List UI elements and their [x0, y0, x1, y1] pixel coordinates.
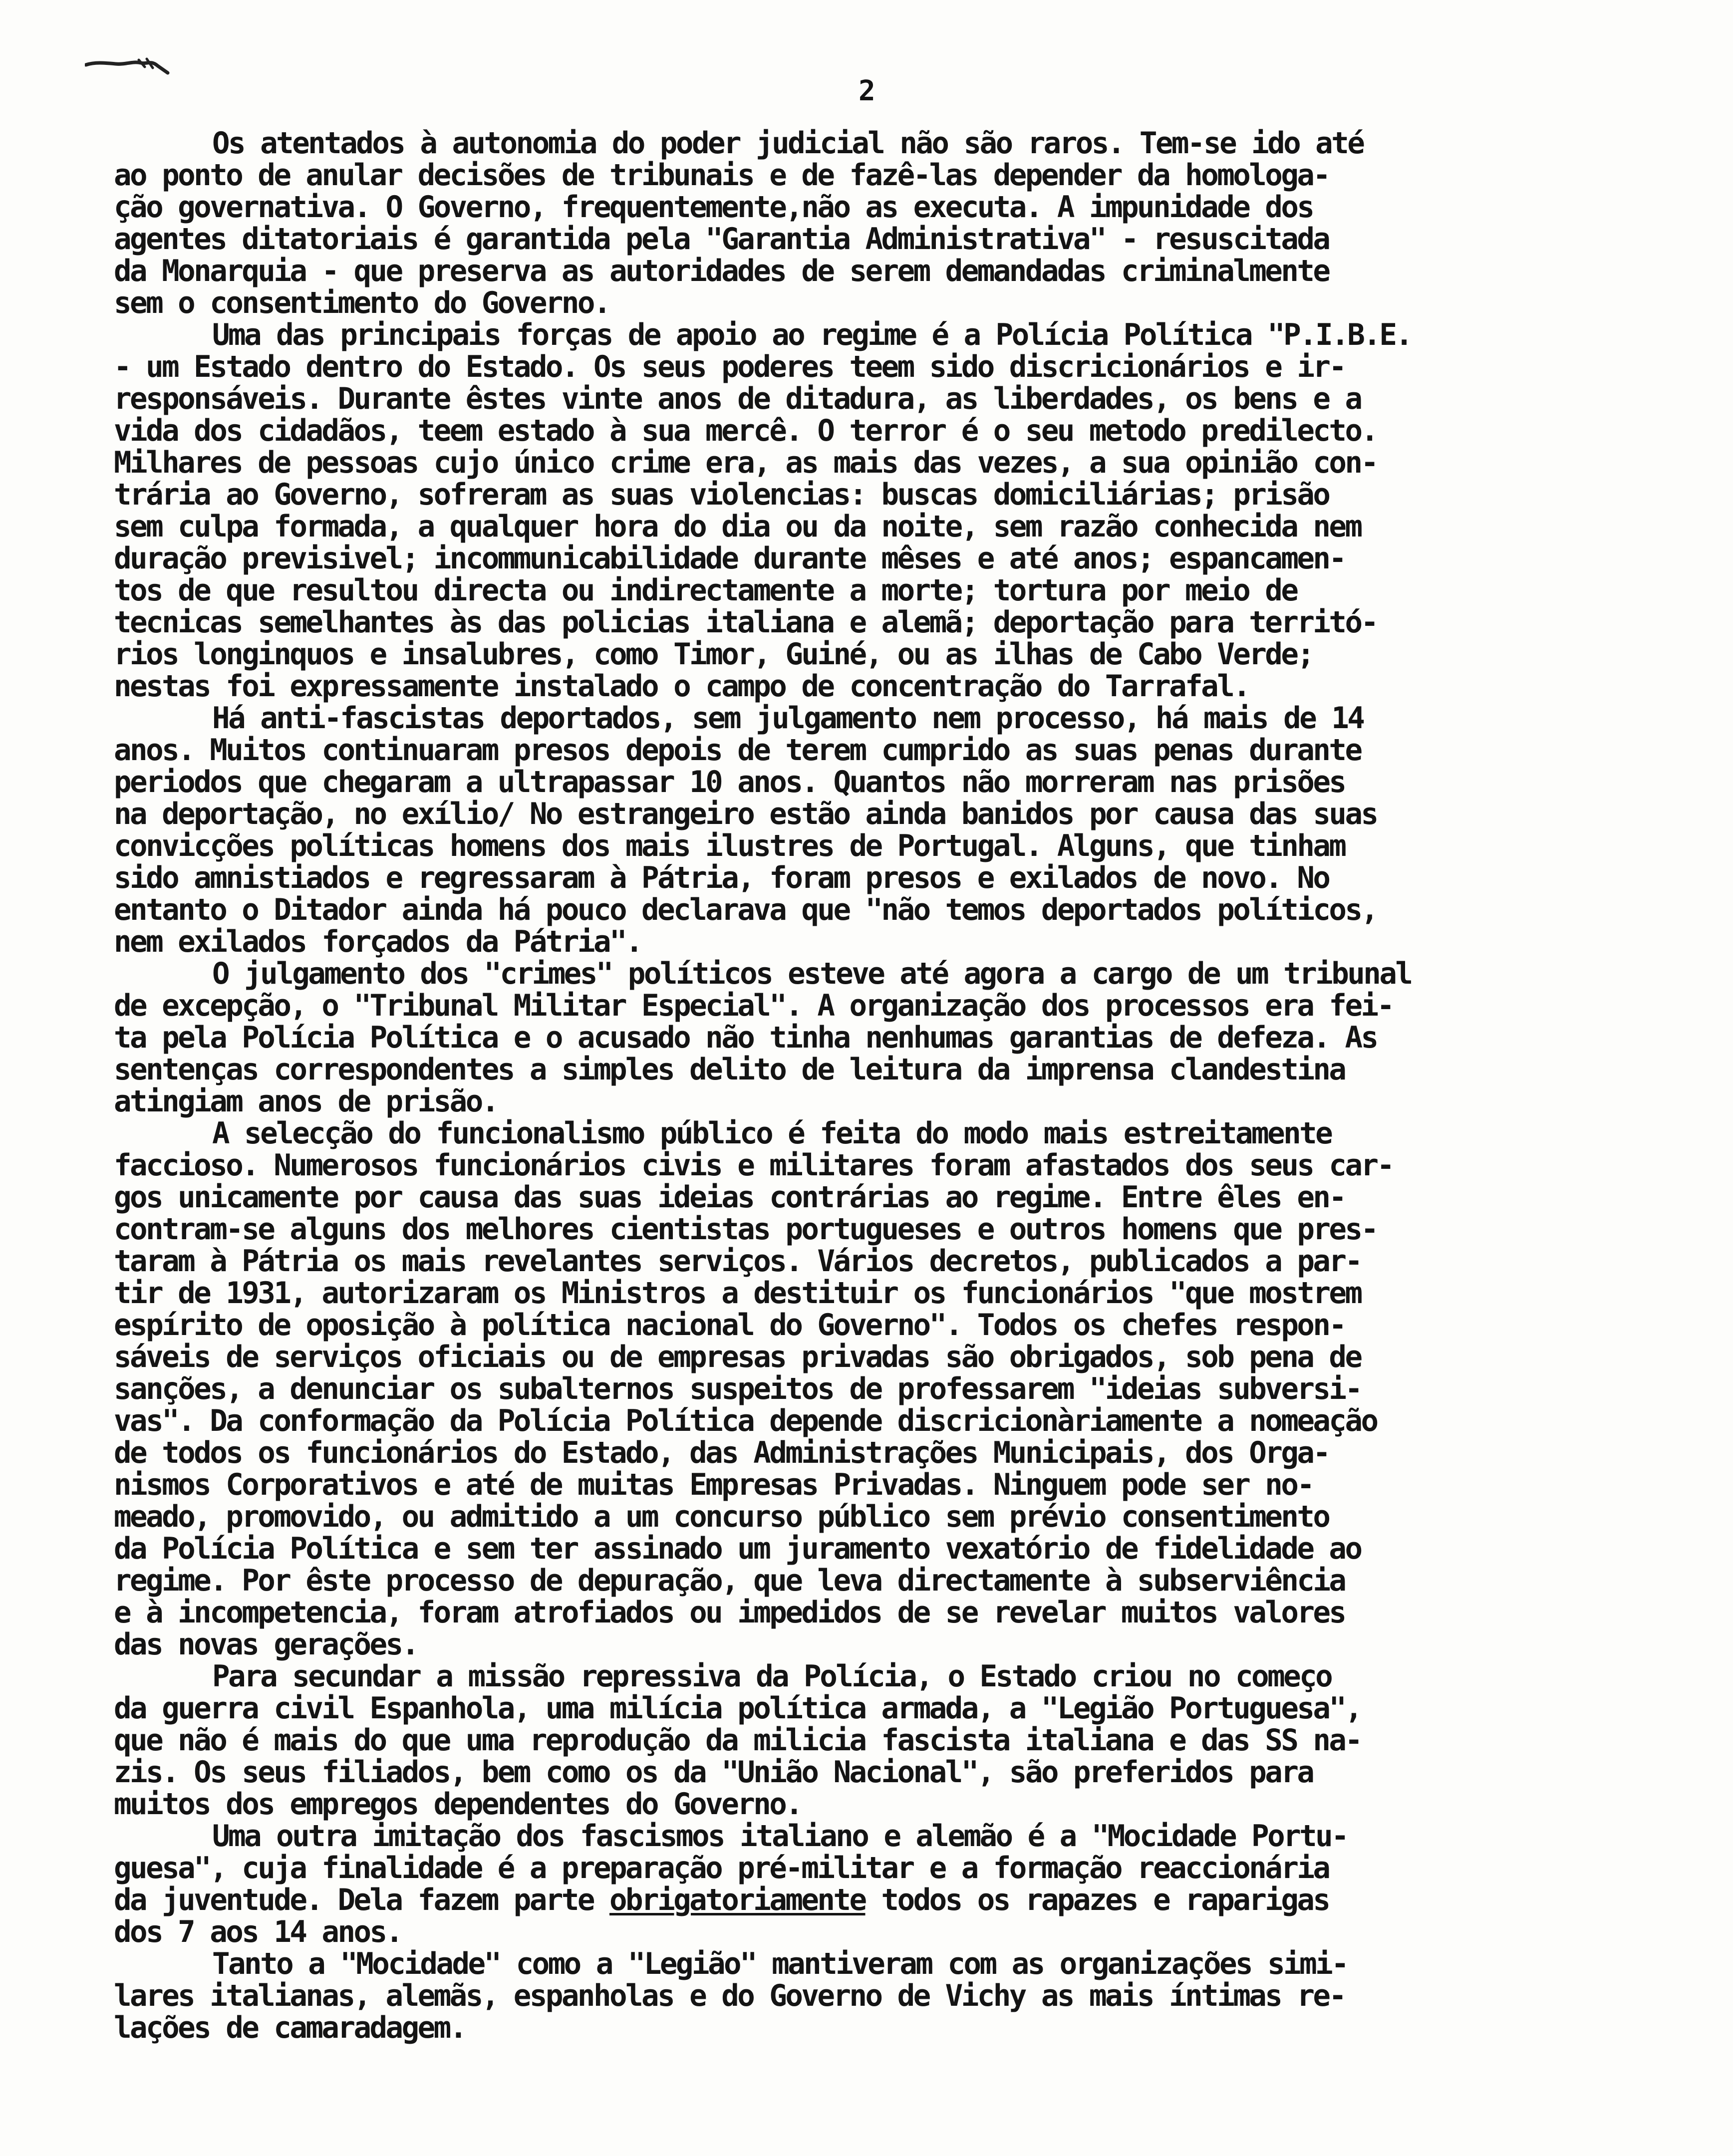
- text-line: [114, 862, 1677, 894]
- text-line: [114, 159, 1677, 191]
- text-line: [114, 1597, 1677, 1628]
- line-text: gos unicamente por causa das suas ideias contrárias ao regime. Entre êles en-: [114, 1180, 1345, 1215]
- line-text: atingiam anos de prisão.: [114, 1084, 498, 1119]
- line-text: sáveis de serviços oficiais ou de empresas privadas são obrigados, sob pena de: [114, 1340, 1361, 1374]
- text-line: [114, 1660, 1677, 1692]
- text-line: [114, 734, 1677, 766]
- underlined-word: obrigatoriamente: [609, 1883, 866, 1917]
- line-text: anos. Muitos continuaram presos depois de terem cumprido as suas penas durante: [114, 733, 1361, 768]
- line-text: muitos dos empregos dependentes do Governo.: [114, 1787, 802, 1822]
- text-line: [114, 2012, 1677, 2044]
- line-text: nismos Corporativos e até de muitas Empresas Privadas. Ninguem pode ser no-: [114, 1467, 1313, 1502]
- text-line: [114, 1213, 1677, 1245]
- line-text: Uma das principais forças de apoio ao regime é a Polícia Política "P.I.B.E.: [212, 317, 1412, 352]
- line-text: ção governativa. O Governo, frequentemente,não as executa. A impunidade dos: [114, 190, 1313, 225]
- text-line: [114, 1916, 1677, 1948]
- line-text: sem culpa formada, a qualquer hora do dia ou da noite, sem razão conhecida nem: [114, 509, 1361, 544]
- body-text: [114, 127, 1701, 2044]
- line-text: da Monarquia - que preserva as autoridades de serem demandadas criminalmente: [114, 254, 1329, 288]
- text-line: [114, 1309, 1677, 1341]
- text-line: [114, 702, 1677, 734]
- text-line: [114, 1533, 1677, 1565]
- text-line: [114, 351, 1677, 383]
- text-line: [114, 447, 1677, 479]
- line-text: sanções, a denunciar os subalternos suspeitos de professarem "ideias subversi-: [114, 1371, 1361, 1406]
- line-text: e à incompetencia, foram atrofiados ou impedidos de se revelar muitos valores: [114, 1595, 1345, 1630]
- text-line: [114, 511, 1677, 542]
- text-line: [114, 1277, 1677, 1309]
- line-text: responsáveis. Durante êstes vinte anos de ditadura, as liberdades, os bens e a: [114, 381, 1361, 416]
- line-text: de excepção, o "Tribunal Militar Especial". A organização dos processos era fei-: [114, 988, 1393, 1023]
- line-text: lares italianas, alemãs, espanholas e do Governo de Vichy as mais íntimas re-: [114, 1978, 1345, 2013]
- line-text: Há anti-fascistas deportados, sem julgamento nem processo, há mais de 14: [212, 701, 1364, 736]
- line-text: Uma outra imitação dos fascismos italiano e alemão é a "Mocidade Portu-: [212, 1819, 1348, 1854]
- text-line: [114, 1054, 1677, 1085]
- text-line: [114, 1852, 1677, 1884]
- line-text: sido amnistiados e regressaram à Pátria, foram presos e exilados de novo. No: [114, 860, 1329, 895]
- line-text: que não é mais do que uma reprodução da milicia fascista italiana e das SS na-: [114, 1723, 1361, 1758]
- line-text: ta pela Polícia Política e o acusado não tinha nenhumas garantias de defeza. As: [114, 1020, 1377, 1055]
- line-text: agentes ditatoriais é garantida pela "Garantia Administrativa" - resuscitada: [114, 222, 1329, 257]
- line-text: trária ao Governo, sofreram as suas violencias: buscas domiciliárias; prisão: [114, 477, 1329, 512]
- text-line: [114, 670, 1677, 702]
- text-line: [114, 1501, 1677, 1533]
- line-text: tir de 1931, autorizaram os Ministros a destituir os funcionários "que mostrem: [114, 1276, 1361, 1311]
- text-line: [114, 1117, 1677, 1149]
- line-text: da Polícia Política e sem ter assinado um juramento vexatório de fidelidade ao: [114, 1531, 1361, 1566]
- text-line: [114, 606, 1677, 638]
- text-line: [114, 1692, 1677, 1724]
- text-line: [114, 1724, 1677, 1756]
- text-line: [114, 287, 1677, 319]
- text-line: [114, 1405, 1677, 1437]
- text-line: [114, 1149, 1677, 1181]
- line-text: da guerra civil Espanhola, uma milícia política armada, a "Legião Portuguesa",: [114, 1691, 1361, 1726]
- text-line: [114, 926, 1677, 958]
- line-text: zis. Os seus filiados, bem como os da "União Nacional", são preferidos para: [114, 1755, 1313, 1790]
- text-line: [114, 542, 1677, 574]
- text-line: [114, 1341, 1677, 1373]
- page-number: 2: [859, 75, 875, 107]
- line-text: de todos os funcionários do Estado, das Administrações Municipais, dos Orga-: [114, 1435, 1329, 1470]
- text-line: [114, 958, 1677, 990]
- text-line: [114, 990, 1677, 1022]
- text-line: [114, 766, 1677, 798]
- text-line: [114, 255, 1677, 287]
- line-text: convicções políticas homens dos mais ilustres de Portugal. Alguns, que tinham: [114, 828, 1345, 863]
- line-text: Para secundar a missão repressiva da Polícia, o Estado criou no começo: [212, 1659, 1332, 1694]
- text-line: [114, 1820, 1677, 1852]
- line-text: guesa", cuja finalidade é a preparação pré-militar e a formação reaccionária: [114, 1851, 1329, 1886]
- text-line: [114, 319, 1677, 351]
- text-line: [114, 638, 1677, 670]
- line-text: dos 7 aos 14 anos.: [114, 1914, 402, 1949]
- text-line: [114, 1884, 1677, 1916]
- line-text: O julgamento dos "crimes" políticos esteve até agora a cargo de um tribunal: [212, 956, 1412, 991]
- line-text: - um Estado dentro do Estado. Os seus poderes teem sido discricionários e ir-: [114, 349, 1345, 384]
- text-line: [114, 1022, 1677, 1054]
- text-line: [114, 191, 1677, 223]
- text-line: [114, 1628, 1677, 1660]
- line-text: tecnicas semelhantes às das policias italiana e alemã; deportação para territó-: [114, 605, 1377, 640]
- text-line: [114, 830, 1677, 862]
- text-line: [114, 223, 1677, 255]
- line-text: faccioso. Numerosos funcionários civis e militares foram afastados dos seus car-: [114, 1148, 1393, 1183]
- text-line: [114, 1437, 1677, 1469]
- line-text: duração previsivel; incommunicabilidade durante mêses e até anos; espancamen-: [114, 541, 1345, 576]
- line-text: Tanto a "Mocidade" como a "Legião" mantiveram com as organizações simi-: [212, 1946, 1348, 1981]
- text-line: [114, 1181, 1677, 1213]
- margin-scribble-mark: [85, 56, 170, 76]
- line-text: A selecção do funcionalismo público é feita do modo mais estreitamente: [212, 1116, 1332, 1151]
- text-line: [114, 1565, 1677, 1597]
- text-line: [114, 415, 1677, 447]
- text-line: [114, 798, 1677, 830]
- line-text: nestas foi expressamente instalado o campo de concentração do Tarrafal.: [114, 669, 1249, 704]
- text-line: [114, 1948, 1677, 1980]
- text-line: [114, 1788, 1677, 1820]
- text-line: [114, 1469, 1677, 1501]
- line-text: nem exilados forçados da Pátria".: [114, 924, 642, 959]
- line-text: espírito de oposição à política nacional do Governo". Todos os chefes respon-: [114, 1308, 1345, 1343]
- text-line: [114, 127, 1677, 159]
- line-text: das novas gerações.: [114, 1627, 418, 1662]
- text-line: [114, 479, 1677, 511]
- line-text: contram-se alguns dos melhores cientistas portugueses e outros homens que pres-: [114, 1212, 1377, 1247]
- line-text: na deportação, no exílio/ No estrangeiro estão ainda banidos por causa das suas: [114, 797, 1377, 831]
- text-line: [114, 1980, 1677, 2012]
- text-line: [114, 1373, 1677, 1405]
- line-text-after: todos os rapazes e raparigas: [865, 1883, 1329, 1917]
- line-text: entanto o Ditador ainda há pouco declarava que "não temos deportados políticos,: [114, 892, 1377, 927]
- line-text: sem o consentimento do Governo.: [114, 285, 609, 320]
- text-line: [114, 894, 1677, 926]
- text-line: [114, 1245, 1677, 1277]
- line-text: tos de que resultou directa ou indirectamente a morte; tortura por meio de: [114, 573, 1297, 608]
- line-text: da juventude. Dela fazem parte: [114, 1883, 609, 1917]
- line-text: periodos que chegaram a ultrapassar 10 anos. Quantos não morreram nas prisões: [114, 765, 1345, 800]
- line-text: vas". Da conformação da Polícia Política depende discricionàriamente a nomeação: [114, 1403, 1377, 1438]
- text-line: [114, 1085, 1677, 1117]
- line-text: ao ponto de anular decisões de tribunais e de fazê-las depender da homologa-: [114, 158, 1329, 193]
- line-text: taram à Pátria os mais revelantes serviços. Vários decretos, publicados a par-: [114, 1244, 1361, 1279]
- line-text: Os atentados à autonomia do poder judicial não são raros. Tem-se ido até: [212, 126, 1364, 161]
- line-text: sentenças correspondentes a simples delito de leitura da imprensa clandestina: [114, 1052, 1345, 1087]
- text-line: [114, 574, 1677, 606]
- line-text: lações de camaradagem.: [114, 2010, 466, 2045]
- line-text: regime. Por êste processo de depuração, que leva directamente à subserviência: [114, 1563, 1345, 1598]
- line-text: meado, promovido, ou admitido a um concurso público sem prévio consentimento: [114, 1499, 1329, 1534]
- text-line: [114, 383, 1677, 415]
- line-text: rios longinquos e insalubres, como Timor, Guiné, ou as ilhas de Cabo Verde;: [114, 637, 1313, 672]
- line-text: Milhares de pessoas cujo único crime era, as mais das vezes, a sua opinião con-: [114, 445, 1377, 480]
- line-text: vida dos cidadãos, teem estado à sua mercê. O terror é o seu metodo predilecto.: [114, 413, 1377, 448]
- text-line: [114, 1756, 1677, 1788]
